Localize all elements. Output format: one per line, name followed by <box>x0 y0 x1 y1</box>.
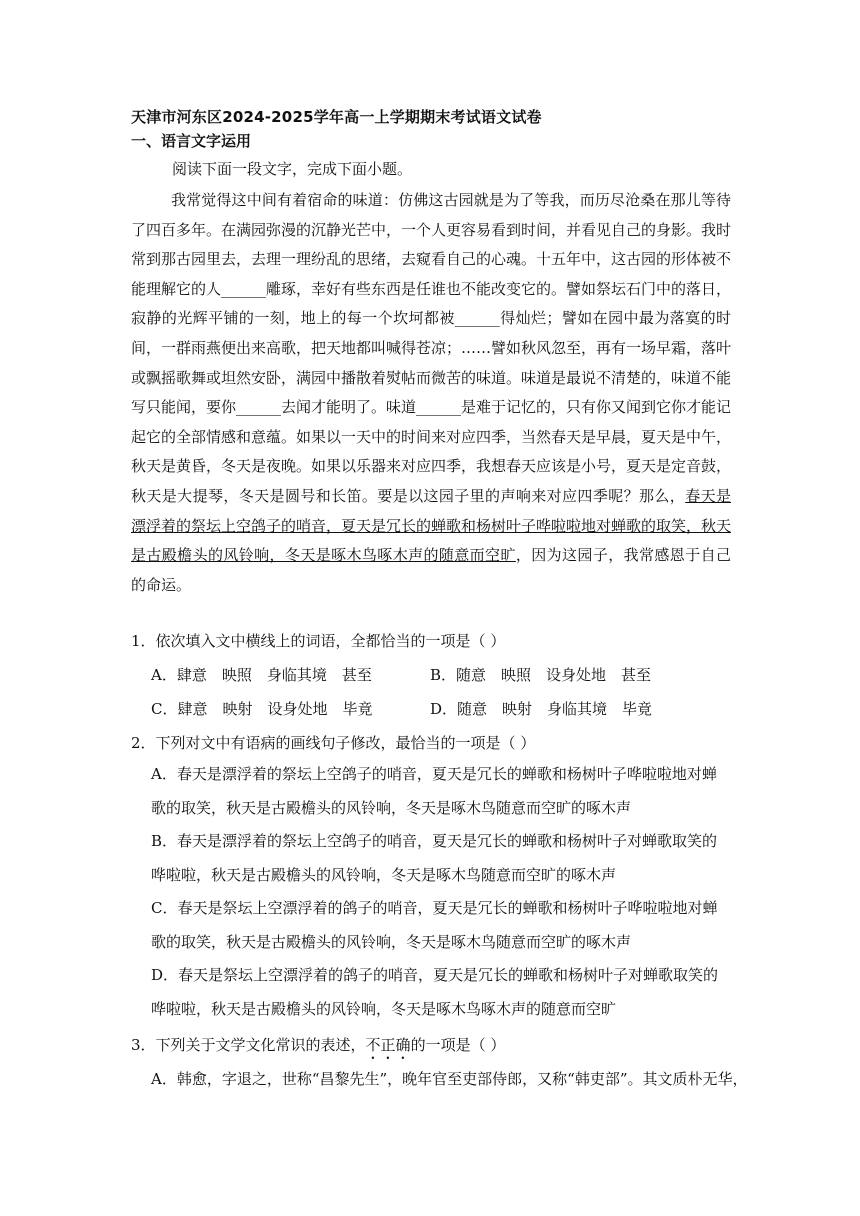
question-3-emphasis: 不正确 <box>365 1036 411 1054</box>
passage-main: 我常觉得这中间有着宿命的味道：仿佛这古园就是为了等我，而历尽沧桑在那儿等待了四百多年。在满园弥漫的沉静光芒中，一个人更容易看到时间，并看见自己的身影。我时常到那古园里去，去理一理纷乱的思绪，去窥看自己的心魂。十五年中，这古园的形体被不能理解它的人______雕琢，幸好有些东西是任谁也不能改变它的。譬如祭坛石门中的落日，寂静的光辉平铺的一刻，地上的每一个坎坷都被______得灿烂；譬如在园中最为落寞的时间，一群雨燕便出来高歌，把天地都叫喊得苍凉；……譬如秋风忽至，再有一场早霜，落叶或飘摇歌舞或坦然安卧，满园中播散着熨帖而微苦的味道。味道是最说不清楚的，味道不能写只能闻，要你______去闻才能明了。味道______是难于记忆的，只有你又闻到它你才能记起它的全部情感和意蕴。如果以一天中的时间来对应四季，当然春天是早晨，夏天是中午，秋天是黄昏，冬天是夜晚。如果以乐器来对应四季，我想春天应该是小号，夏天是定音鼓，秋天是大提琴，冬天是圆号和长笛。要是以这园子里的声响来对应四季呢？那么， <box>131 191 732 505</box>
section-heading: 一、语言文字运用 <box>131 132 252 150</box>
question-1-stem: 1．依次填入文中横线上的词语，全都恰当的一项是（ ） <box>131 632 506 650</box>
question-2-option-d: D．春天是祭坛上空漂浮着的鸽子的哨音，夏天是冗长的蝉歌和杨树叶子对蝉歌取笑的哗啦啦，秋天是古殿檐头的风铃响，冬天是啄木鸟啄木声的随意而空旷 <box>151 966 719 1018</box>
question-1-option-b: B．随意 映照 设身处地 甚至 <box>430 666 652 684</box>
question-2-stem: 2．下列对文中有语病的画线句子修改，最恰当的一项是（ ） <box>131 734 536 752</box>
question-3-stem-pre: 3．下列关于文学文化常识的表述， <box>131 1036 366 1054</box>
reading-passage <box>131 186 731 600</box>
question-1-option-c: C．肆意 映射 设身处地 毕竟 <box>151 700 373 718</box>
question-1-option-a: A．肆意 映照 身临其境 甚至 <box>151 666 372 684</box>
passage-end: ，因为这园子，我常感恩于自己的命运。 <box>131 546 731 594</box>
passage-underlined-sentence: 春天是漂浮着的祭坛上空鸽子的哨音，夏天是冗长的蝉歌和杨树叶子哗啦啦地对蝉歌的取笑，秋天是古殿檐头的风铃响，冬天是啄木鸟啄木声的随意而空旷 <box>131 486 732 565</box>
page-title: 天津市河东区2024-2025学年高一上学期期末考试语文试卷 <box>131 108 542 126</box>
question-3-option-a: A．韩愈，字退之，世称“昌黎先生”，晚年官至吏部侍郎，又称“韩吏部”。其文质朴无华， <box>151 1070 748 1088</box>
question-2-option-a: A．春天是漂浮着的祭坛上空鸽子的哨音，夏天是冗长的蝉歌和杨树叶子哗啦啦地对蝉歌的取笑，秋天是古殿檐头的风铃响，冬天是啄木鸟随意而空旷的啄木声 <box>151 765 717 817</box>
question-3-stem <box>131 1034 505 1063</box>
instruction-text: 阅读下面一段文字，完成下面小题。 <box>172 160 413 178</box>
question-1-option-d: D．随意 映射 身临其境 毕竟 <box>430 700 653 718</box>
question-3-stem-post: 的一项是（ ） <box>410 1036 506 1054</box>
question-2-option-c: C．春天是祭坛上空漂浮着的鸽子的哨音，夏天是冗长的蝉歌和杨树叶子哗啦啦地对蝉歌的取笑，秋天是古殿檐头的风铃响，冬天是啄木鸟随意而空旷的啄木声 <box>151 899 718 951</box>
question-2-option-b: B．春天是漂浮着的祭坛上空鸽子的哨音，夏天是冗长的蝉歌和杨树叶子对蝉歌取笑的哗啦啦，秋天是古殿檐头的风铃响，冬天是啄木鸟随意而空旷的啄木声 <box>151 832 718 884</box>
